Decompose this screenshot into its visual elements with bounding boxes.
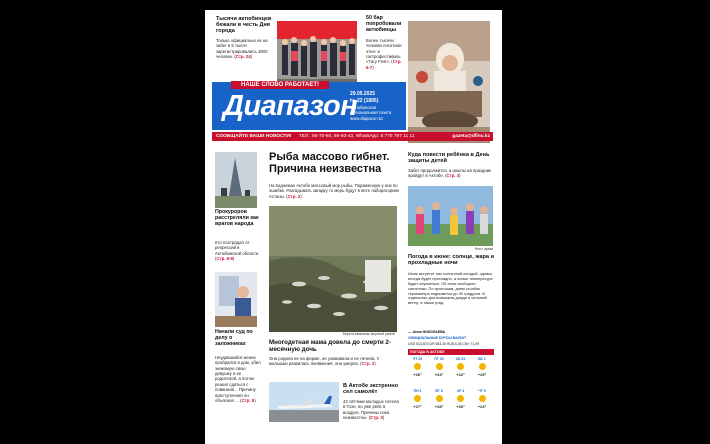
headline-prosecutors: Прокуроров расстреляли как врагов народа [215,209,259,227]
sun-icon [436,395,443,402]
weather-day [451,357,470,380]
weather-day [473,357,492,380]
weather-temp: +28° [434,404,444,409]
weather-day-label: ВТ 3 [435,389,443,393]
text-prosecutors: Кто пострадал от репрессий в Актюбинской области (Стр. 8-9) [215,240,259,262]
photo-court [215,272,257,327]
currency-rates: USD 513,60 EUR 583,36 RUB 6,45 CNY 71,09 [408,342,479,346]
weather-day-label: СБ 31 [455,357,466,361]
masthead-slogan: НАШЕ СЛОВО РАБОТАЕТ! [231,81,329,89]
caption-dead-fish: Берега завалены мертвой рыбой [342,332,395,336]
photo-beer-fest [408,21,490,143]
weather-day [408,357,427,380]
weather-day-label: СР 4 [456,389,465,393]
caption-children-day: Фото: архив [474,247,493,251]
weather-day-label: ЧТ 5 [478,389,486,393]
weather-day-label: ЧТ 29 [412,357,423,361]
headline-mother: Многодетная мама довела до смерти 2-месячную дочь [269,339,391,353]
contact-phones: ТЕЛ.: 56-70-60, 56-93-43, WhatsApp: 8 775 797 11 11 [298,134,415,139]
weather-day-label: ВС 1 [478,357,486,361]
weather-day [408,389,427,412]
issue-number: № 22 (1895) [350,97,379,104]
weather-temp: +22° [456,372,465,377]
sun-icon [414,363,421,370]
photo-memorial [215,152,257,208]
currency-title: ОФИЦИАЛЬНЫЕ КУРСЫ ВАЛЮТ [408,336,467,340]
headline-beer-fest: 50 бар попробовали актюбинцы [366,15,402,33]
headline-fish-death: Рыба массово гибнет. Причина неизвестна [269,151,390,176]
weather-day [430,389,449,412]
sun-icon [436,363,443,370]
photo-dead-fish [269,206,397,332]
weather-temp: +26° [413,372,422,377]
text-hostages: Неудавшийся жених пробрался в дом, убил знакомую свою девушку и ее родителей, а потом решил сдаться с повинной... Причину преступления он объяснил ... (Стр. 5) [215,355,261,403]
sun-icon [479,363,486,370]
sun-icon [414,395,421,402]
weather-temp: +23° [477,404,487,409]
weather-grid [408,357,494,421]
text-airplane: 43 лётчики молодых летела в Гоэн, но уже рейс в воздухе. Причины пока неизвестны. (Стр. 3) [343,399,399,421]
weather-temp: +26° [456,404,465,409]
text-city-run: Только официально их на забег в 5 тысяч зарегистрировались 1800 человек. (Стр. 24) [216,38,268,60]
sun-icon [457,363,464,370]
text-fish-death: На водоемах Актобе массовый мор рыбы. Пораженную у них по ошибке. Разгадывать загадку то мерь будут в вете лабораториях Астаны. (Стр. 2) [269,183,400,199]
masthead [212,82,406,130]
weather-day [451,389,470,412]
photo-airplane [269,382,339,422]
newspaper-front-page [205,10,502,444]
text-mother: Она родила ее на ферме, не ухаживала и не лечила. У малышки развилась пневмония, она умерла. (Стр. 2) [269,356,380,367]
weather-day [430,357,449,380]
masthead-issue-info [350,91,404,122]
masthead-site: www.diapazon.kz [350,116,384,122]
text-weather-june: Июнь встретит нас солнечной погодой, однако иногда будет прохладно, а ночью температура будет опускаться. Об этом сообщили синоптики. По прогнозам, днем столбик термометра поднимется до 30 градусов. В отдельные дни возможны дожди и сильный ветер, а также град. [408,272,493,306]
text-beer-fest: Более тысячи человек посетили этно- и гастрофестиваль «Тагу Fest». (Стр. 6-7) [366,38,402,70]
author-weather: — Анна НИКОЛАЕВА [408,330,446,334]
weather-temp: +25° [477,372,487,377]
weather-day-label: ПН 2 [413,389,422,393]
photo-children-day [408,186,493,246]
weather-temp: +24° [434,372,444,377]
contact-bar [212,132,493,141]
sun-icon [457,395,464,402]
weather-temp: +27° [413,404,422,409]
weather-bar: ПОГОДА В АКТОБЕ [408,349,494,355]
weather-day [473,389,492,412]
issue-date: 29.05.2025 [350,91,376,97]
text-children-day: Забег продолжится, а школы на праздник пройдут в Актобе. (Стр. 3) [408,168,492,179]
headline-city-run: Тысячи актюбинцев бежали в честь Дня города [216,16,272,35]
contact-email: gazeta@dfinu.kz [452,134,490,139]
headline-airplane: В Актобе экстренно сел самолёт [343,383,399,396]
masthead-title: Диапазон [223,90,358,122]
headline-hostages: Начали суд по делу о заложниках [215,329,253,347]
weather-day-label: ПТ 30 [434,357,444,361]
contact-label: СООБЩАЙТЕ ВАШИ НОВОСТИ! [216,134,292,139]
masthead-info: Актюбинская региональная газета [350,104,392,116]
sun-icon [479,395,486,402]
headline-children-day: Куда повести ребёнка в День защиты детей [408,152,490,165]
headline-weather-june: Погода в июне: солнце, жара и прохладные ночи [408,254,495,267]
